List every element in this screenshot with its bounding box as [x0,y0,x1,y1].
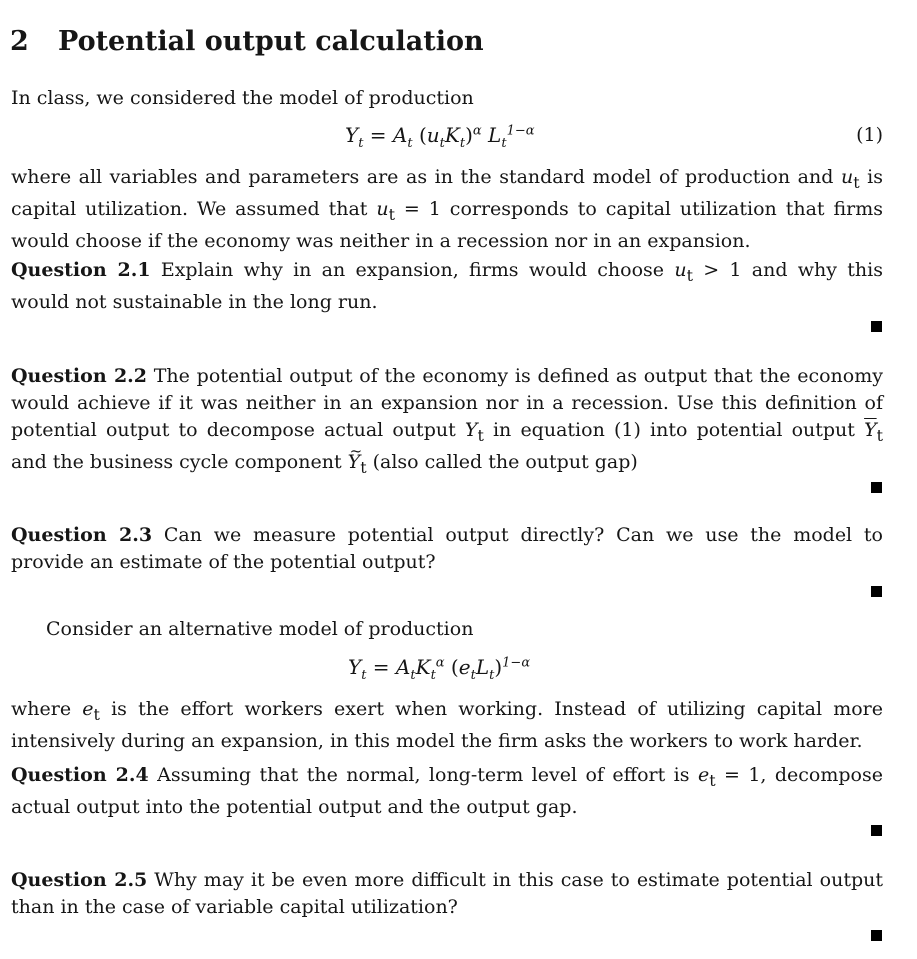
question-label: Question 2.1 [11,259,151,281]
section-title: Potential output calculation [58,26,484,57]
paragraph-utilization: where all variables and parameters are as in the standard model of production and $u_t$ is capital utilization. We assumed that $u_t = 1$ corresponds to capital utilization that firms would choose if the economy was neither in a recession nor in an expansion. [11,166,883,252]
intro-text: In class, we considered the model of production [11,87,474,109]
alternative-model-intro: Consider an alternative model of production [46,618,474,640]
question-label: Question 2.2 [11,365,148,387]
equation-1: $Y_t = A_t$ $(u_tK_t)^\alpha$ $L_t^{1-\alpha}$ [345,123,535,151]
end-of-question-mark [871,930,882,941]
end-of-question-mark [871,321,882,332]
end-of-question-mark [871,586,882,597]
paragraph-effort: where $e_t$ is the effort workers exert when working. Instead of utilizing capital more intensively during an expansion, in this model the firm asks the workers to work harder. [11,698,883,752]
question-2-2: Question 2.2 The potential output of the economy is defined as output that the economy would achieve if it was neither in an expansion nor in a recession. Use this definition of potential output to decompose actual output $Y_t$ in equation (1) into potential output $\overline{Y}_t$ and the business cycle component ~ $Y_t$ (also called the output gap) [11,363,883,481]
section-number: 2 [10,26,29,57]
equation-2: $Y_t = A_tK_t^\alpha$ $(e_tL_t)^{1-\alpha}$ [348,655,531,683]
question-2-4: Question 2.4 Assuming that the normal, long-term level of effort is $e_t = 1$, decompose actual output into the potential output and the output gap. [11,764,883,818]
question-2-1: Question 2.1 Explain why in an expansion, firms would choose $u_t > 1$ and why this would not sustainable in the long run. [11,259,883,313]
question-label: Question 2.3 [11,524,153,546]
question-2-3: Question 2.3 Can we measure potential output directly? Can we use the model to provide an estimate of the potential output? [11,524,883,573]
end-of-question-mark [871,825,882,836]
end-of-question-mark [871,482,882,493]
equation-number: (1) [856,124,883,146]
question-label: Question 2.4 [11,764,149,786]
question-label: Question 2.5 [11,869,148,891]
section-heading [10,26,484,57]
question-2-5: Question 2.5 Why may it be even more difficult in this case to estimate potential output than in the case of variable capital utilization? [11,869,883,918]
